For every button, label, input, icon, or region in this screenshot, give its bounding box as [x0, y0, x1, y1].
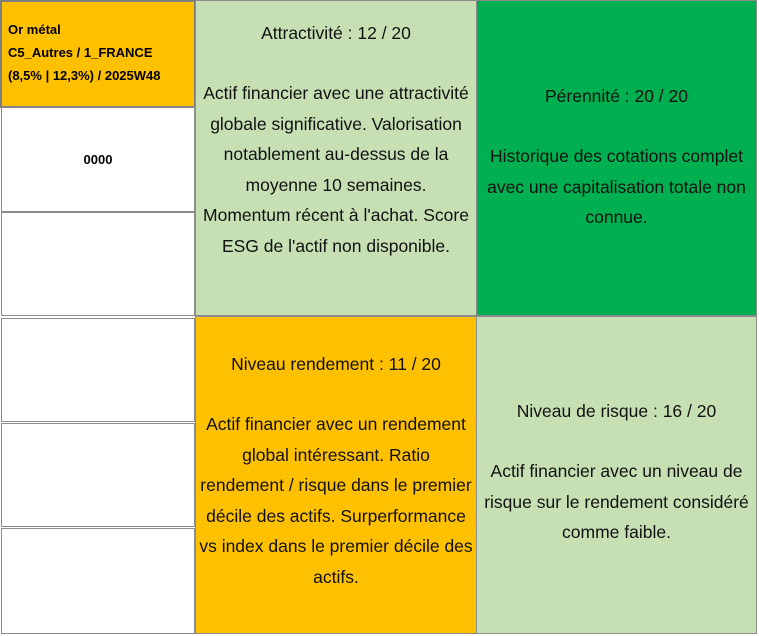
perennite-panel	[476, 0, 757, 316]
asset-code: 0000	[83, 152, 113, 167]
attractivite-panel	[195, 0, 477, 316]
risque-text: Actif financier avec un niveau de risque sur le rendement considéré comme faible.	[484, 461, 749, 542]
perennite-title: Pérennité : 20 / 20	[544, 86, 689, 106]
empty-cell-3	[1, 423, 195, 527]
empty-cell-1	[1, 212, 195, 316]
asset-category: C5_Autres / 1_FRANCE	[8, 45, 153, 60]
attractivite-title: Attractivité : 12 / 20	[261, 23, 411, 43]
perennite-text: Historique des cotations complet avec une capitalisation totale non connue.	[487, 146, 746, 227]
rendement-title: Niveau rendement : 11 / 20	[231, 354, 441, 374]
empty-cell-4	[1, 528, 195, 634]
risque-panel	[476, 316, 757, 634]
risque-title: Niveau de risque : 16 / 20	[516, 401, 717, 421]
asset-name: Or métal	[8, 22, 61, 37]
rendement-panel	[195, 316, 477, 634]
asset-code-cell	[1, 107, 195, 212]
empty-cell-2	[1, 318, 195, 422]
attractivite-text: Actif financier avec une attractivité globale significative. Valorisation notablement au-dessus de la moyenne 10 semaines. Momentum récent à l'achat. Score ESG de l'actif non disponible.	[203, 83, 469, 256]
rendement-text: Actif financier avec un rendement global intéressant. Ratio rendement / risque dans le premier décile des actifs. Surperformance vs index dans le premier décile des actifs.	[199, 414, 473, 587]
asset-header	[0, 0, 196, 108]
asset-stats: (8,5% | 12,3%) / 2025W48	[8, 68, 161, 83]
